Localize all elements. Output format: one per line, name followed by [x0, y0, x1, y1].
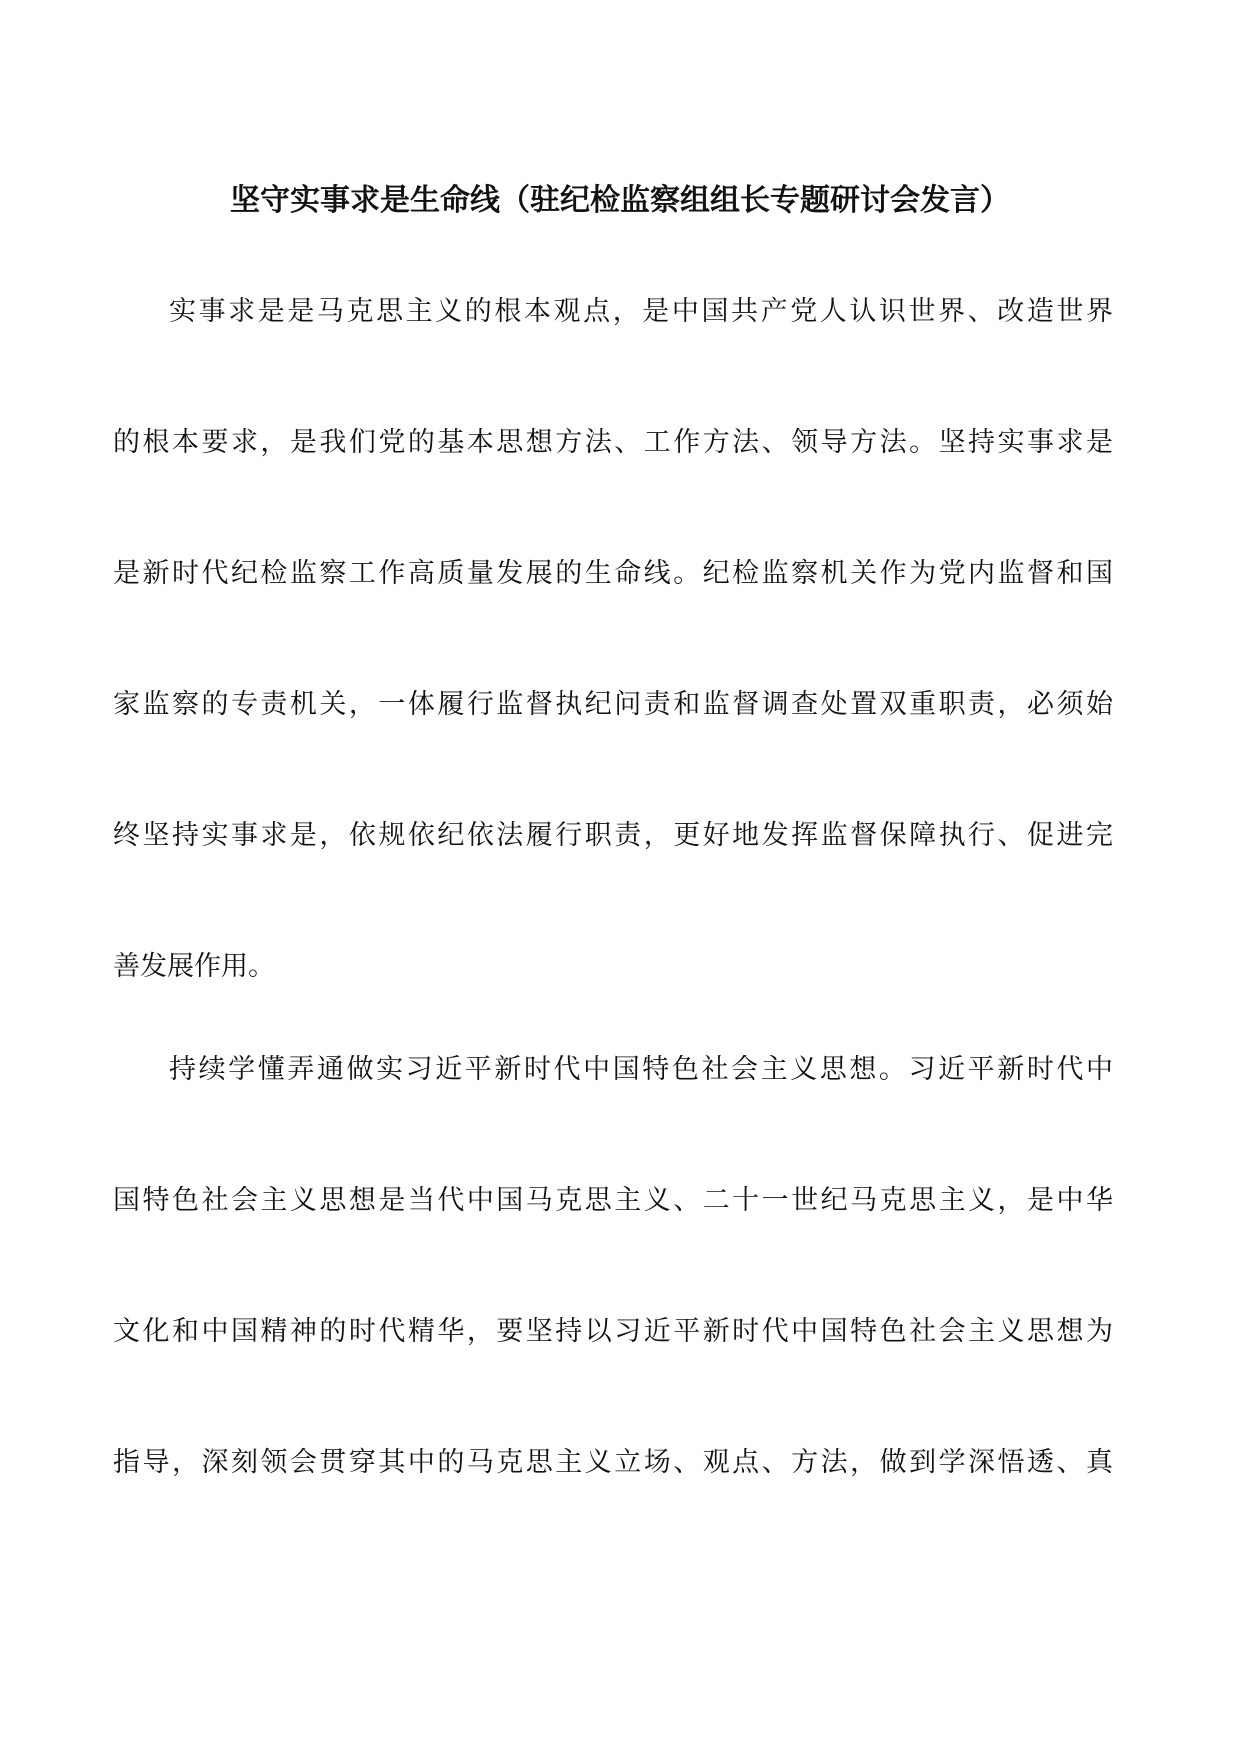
paragraph-line: 的根本要求，是我们党的基本思想方法、工作方法、领导方法。坚持实事求是: [113, 427, 1113, 458]
paragraph-line: 是新时代纪检监察工作高质量发展的生命线。纪检监察机关作为党内监督和国: [113, 558, 1113, 589]
paragraph-line: 实事求是是马克思主义的根本观点，是中国共产党人认识世界、改造世界: [169, 296, 1113, 327]
paragraph-line: 国特色社会主义思想是当代中国马克思主义、二十一世纪马克思主义，是中华: [113, 1185, 1113, 1216]
paragraph-line: 家监察的专责机关，一体履行监督执纪问责和监督调查处置双重职责，必须始: [113, 689, 1113, 720]
paragraph-2: [113, 1004, 1113, 1528]
paragraph-line: 终坚持实事求是，依规依纪依法履行职责，更好地发挥监督保障执行、促进完: [113, 820, 1113, 851]
document-title: 坚守实事求是生命线（驻纪检监察组组长专题研讨会发言）: [230, 183, 1010, 218]
paragraph-line: 善发展作用。: [113, 951, 275, 982]
paragraph-line: 持续学懂弄通做实习近平新时代中国特色社会主义思想。习近平新时代中: [169, 1054, 1113, 1085]
paragraph-line: 文化和中国精神的时代精华，要坚持以习近平新时代中国特色社会主义思想为: [113, 1316, 1113, 1347]
paragraph-1: [113, 246, 1113, 1032]
paragraph-line: 指导，深刻领会贯穿其中的马克思主义立场、观点、方法，做到学深悟透、真: [113, 1447, 1113, 1478]
